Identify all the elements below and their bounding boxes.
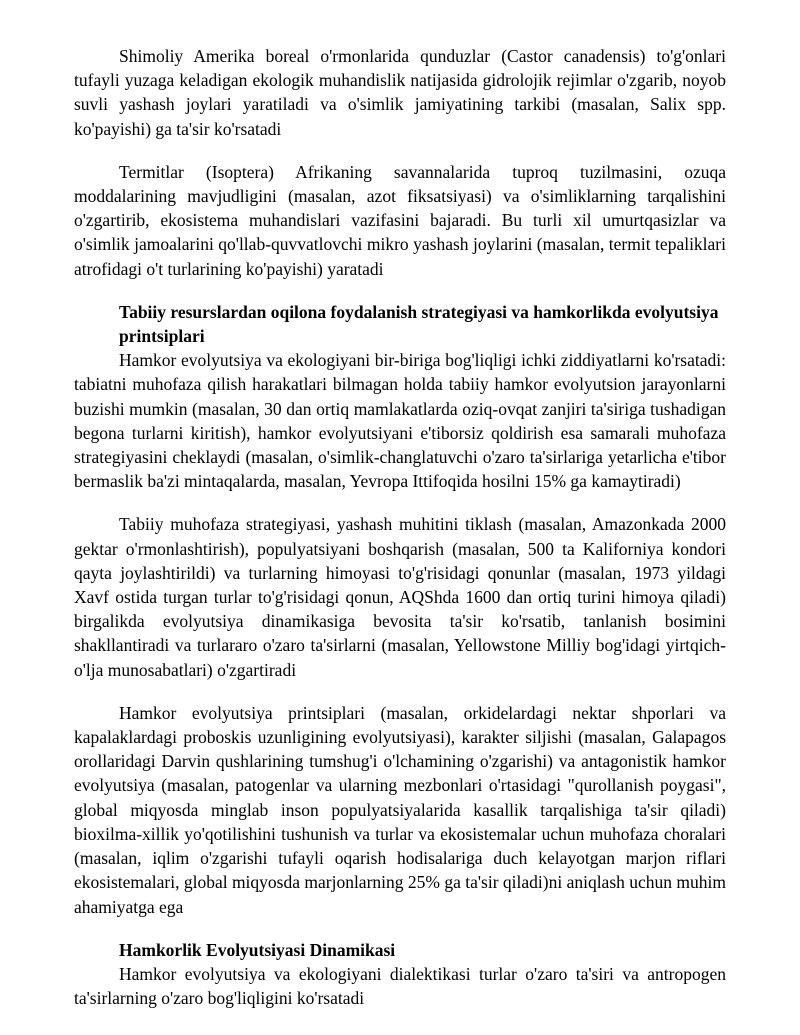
section-heading-cooperation-dynamics: Hamkorlik Evolyutsiyasi Dinamikasi (119, 939, 396, 960)
paragraph-coevolution-principles: Hamkor evolyutsiya printsiplari (masalan, orkidelardagi nektar shporlari va kapalaklardagi proboskis uzunligining evolyutsiyasi), karakter siljishi (masalan, Galapagos orollaridagi Darvin qushlarining tumshug'i o'lchamining o'zgarishi) va antagonistik hamkor evolyutsiya (masalan, patogenlar va ularning mezbonlari o'rtasidagi "qurollanish poygasi", global miqyosda minglab inson populyatsiyalarida kasallik tarqalishiga ta'sir qiladi) bioxilma-xillik yo'qotilishini tushunish va turlar va ekosistemalar uchun muhofaza choralari (masalan, iqlim o'zgarishi tufayli oqarish hodisalariga duch kelayotgan marjon riflari ekosistemalari, global miqyosda marjonlarning 25% ga ta'sir qiladi)ni aniqlash uchun muhim ahamiyatga ega (74, 702, 726, 917)
paragraph-conservation-strategy: Tabiiy muhofaza strategiyasi, yashash muhitini tiklash (masalan, Amazonkada 2000 gektar o'rmonlashtirish), populyatsiyani boshqarish (masalan, 500 ta Kaliforniya kondori qayta joylashtirildi) va turlarning himoyasi to'g'risidagi qonunlar (masalan, 1973 yildagi Xavf ostida turgan turlar to'g'risidagi qonun, AQShda 1600 dan ortiq turini himoya qiladi) birgalikda evolyutsiya dinamikasiga bevosita ta'sir ko'rsatib, tanlanish bosimini shakllantiradi va turlararo o'zaro ta'sirlarni (masalan, Yellowstone Milliy bog'idagi yirtqich-o'lja munosabatlari) o'zgartiradi (74, 514, 726, 680)
paragraph-dialectics: Hamkor evolyutsiya va ekologiyani dialektikasi turlar o'zaro ta'siri va antropogen ta'sirlarning o'zaro bog'liqligini ko'rsatadi (74, 963, 726, 1009)
paragraph-beavers: Shimoliy Amerika boreal o'rmonlarida qunduzlar (Castor canadensis) to'g'onlari tufayli yuzaga keladigan ekologik muhandislik natijasida gidrolojik rejimlar o'zgarib, noyob suvli yashash joylari yaratiladi va o'simlik jamiyatining tarkibi (masalan, Salix spp. ko'payishi) ga ta'sir ko'rsatadi (74, 46, 726, 139)
paragraph-termites: Termitlar (Isoptera) Afrikaning savannalarida tuproq tuzilmasini, ozuqa moddalarining mavjudligini (masalan, azot fiksatsiyasi) va o'simliklarning tarqalishini o'zgartirib, ekosistema muhandislari vazifasini bajaradi. Bu turli xil umurtqasizlar va o'simlik jamoalarini qo'llab-quvvatlovchi mikro yashash joylarini (masalan, termit tepaliklari atrofidagi o't turlarining ko'payishi) yaratadi (74, 161, 726, 279)
paragraph-coevolution-contradictions: Hamkor evolyutsiya va ekologiyani bir-biriga bog'liqligi ichki ziddiyatlarni ko'rsatadi: tabiatni muhofaza qilish harakatlari bilmagan holda tabiiy hamkor evolyutsion jarayonlarni buzishi mumkin (masalan, 30 dan ortiq mamlakatlarda oziq-ovqat zanjiri ta'siriga tushadigan begona turlarni kiritish), hamkor evolyutsiyani e'tiborsiz qoldirish esa samarali muhofaza strategiyasini cheklaydi (masalan, o'simlik-changlatuvchi o'zaro ta'sirlariga yetarlicha e'tibor bermaslik ba'zi mintaqalarda, masalan, Yevropa Ittifoqida hosilni 15% ga kamaytiradi) (74, 350, 726, 492)
section-heading-natural-resources: Tabiiy resurslardan oqilona foydalanish strategiyasi va hamkorlikda evolyutsiya printsiplari (119, 301, 719, 347)
